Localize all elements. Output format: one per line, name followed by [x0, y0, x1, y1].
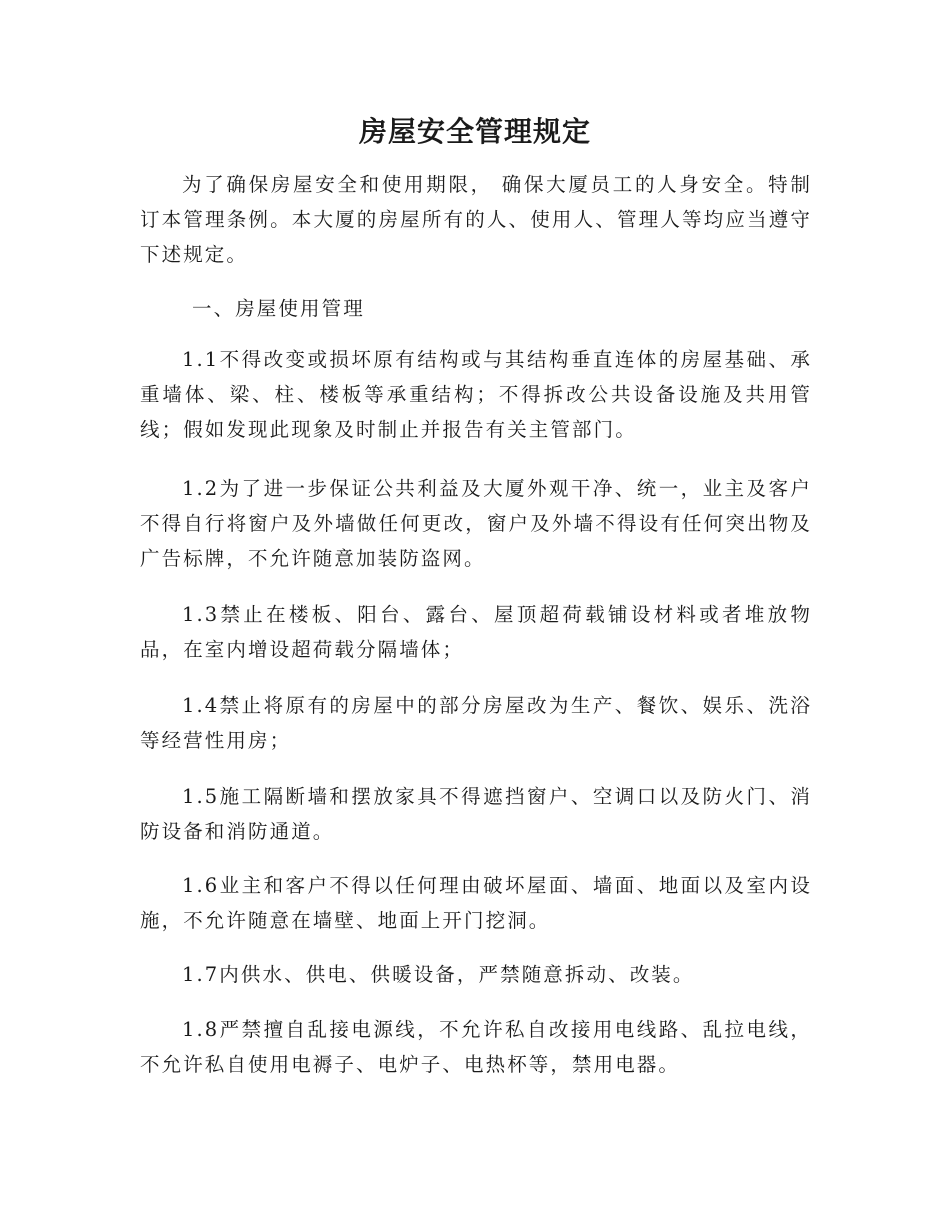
clause-1-4: 1.4禁止将原有的房屋中的部分房屋改为生产、餐饮、娱乐、洗浴等经营性用房； [140, 694, 812, 752]
intro-paragraph: 为了确保房屋安全和使用期限， 确保大厦员工的人身安全。特制订本管理条例。本大厦的房屋所有的人、使用人、管理人等均应当遵守下述规定。 [140, 173, 812, 266]
clause-1-7: 1.7内供水、供电、供暖设备，严禁随意拆动、改装。 [182, 963, 695, 986]
clause-1-8: 1.8严禁擅自乱接电源线，不允许私自改接用电线路、乱拉电线，不允许私自使用电褥子、电炉子、电热杯等，禁用电器。 [140, 1018, 812, 1076]
clause-1-3: 1.3禁止在楼板、阳台、露台、屋顶超荷载铺设材料或者堆放物品，在室内增设超荷载分隔墙体； [140, 603, 812, 661]
clause-1-6: 1.6业主和客户不得以任何理由破坏屋面、墙面、地面以及室内设施，不允许随意在墙壁、地面上开门挖洞。 [140, 874, 812, 932]
clause-1-1: 1.1不得改变或损坏原有结构或与其结构垂直连体的房屋基础、承重墙体、梁、柱、楼板等承重结构；不得拆改公共设备设施及共用管线；假如发现此现象及时制止并报告有关主管部门。 [140, 348, 812, 441]
clause-1-2: 1.2为了进一步保证公共利益及大厦外观干净、统一，业主及客户不得自行将窗户及外墙做任何更改，窗户及外墙不得设有任何突出物及广告标牌，不允许随意加装防盗网。 [140, 477, 812, 570]
section-heading: 一、房屋使用管理 [192, 297, 365, 320]
clause-1-5: 1.5施工隔断墙和摆放家具不得遮挡窗户、空调口以及防火门、消防设备和消防通道。 [140, 785, 812, 843]
document-title: 房屋安全管理规定 [358, 115, 591, 148]
